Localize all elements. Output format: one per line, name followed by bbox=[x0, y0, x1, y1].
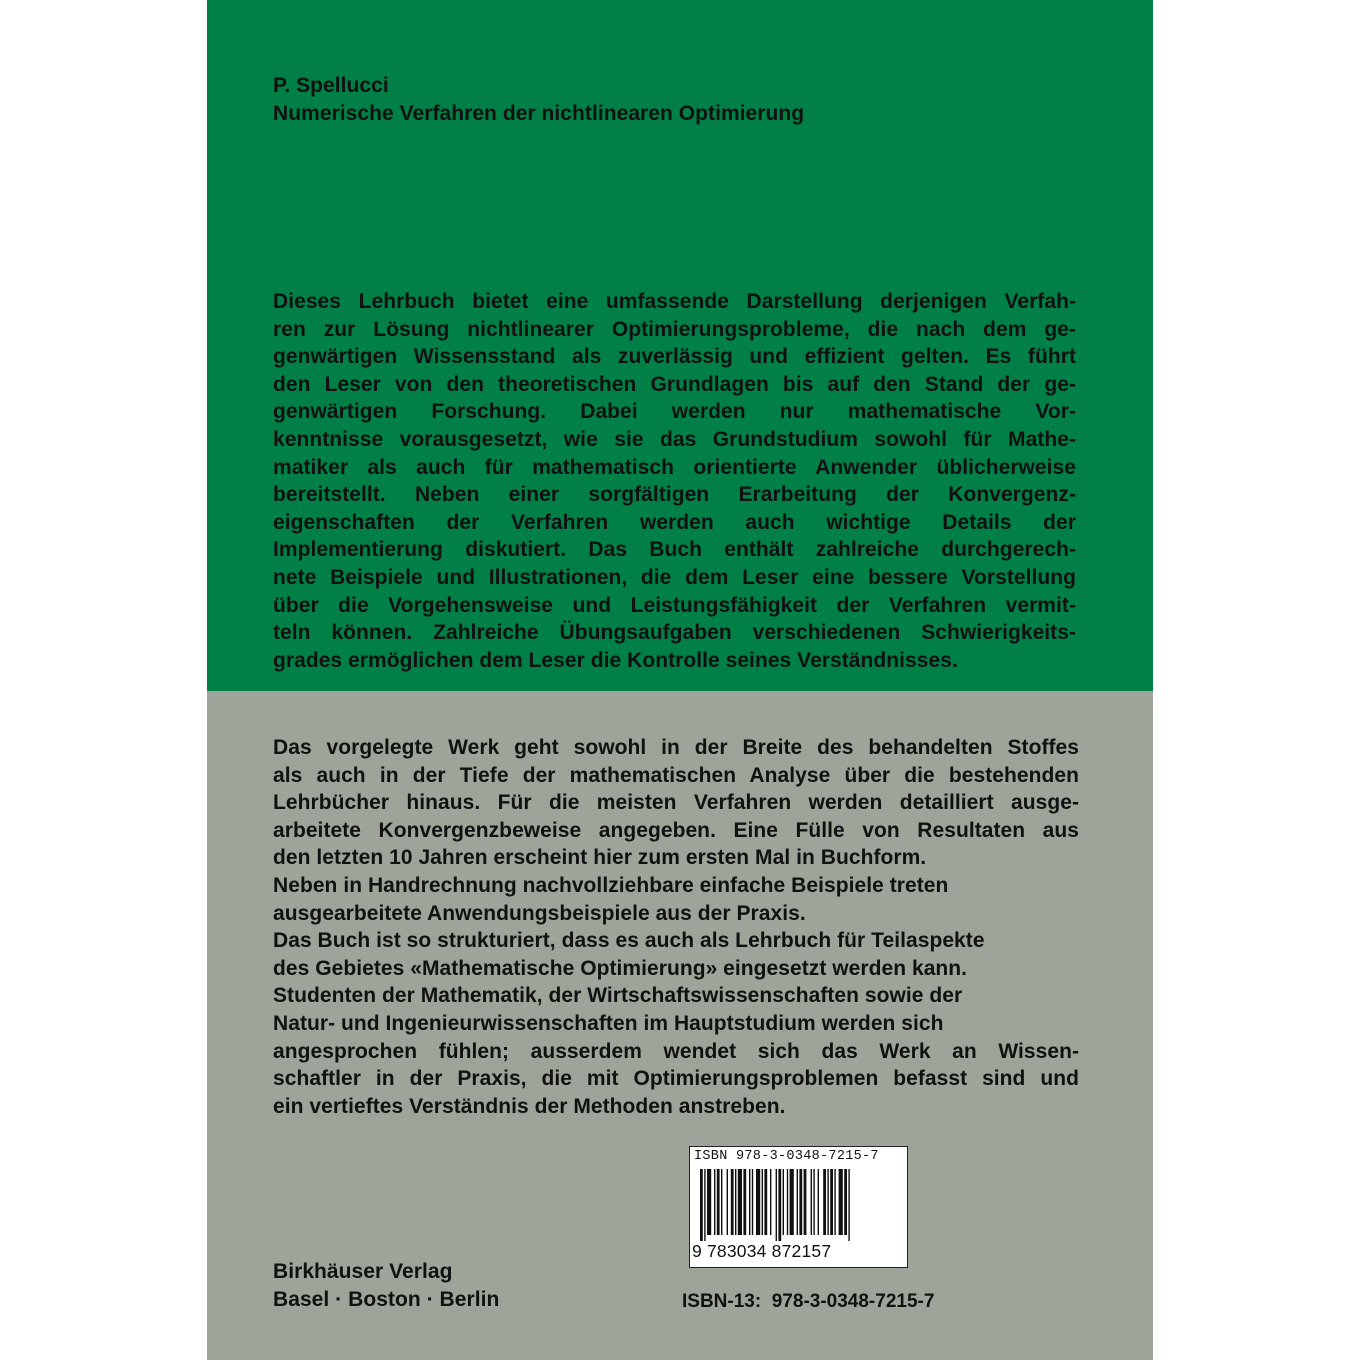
description-line: Das vorgelegte Werk geht sowohl in der Breite des behandelten Stoffes bbox=[273, 736, 1079, 759]
description-line: angesprochen fühlen; ausserdem wendet sich das Werk an Wissen- bbox=[273, 1039, 1079, 1063]
description-line: Studenten der Mathematik, der Wirtschaftswissenschaften sowie der bbox=[273, 984, 963, 1008]
barcode-bar bbox=[818, 1169, 819, 1235]
barcode-bars bbox=[700, 1169, 896, 1241]
book-back-cover bbox=[207, 0, 1153, 1360]
barcode-bar bbox=[731, 1169, 734, 1235]
barcode-bar bbox=[756, 1169, 760, 1235]
barcode-isbn-label: ISBN 978-3-0348-7215-7 bbox=[694, 1149, 879, 1164]
publisher-block bbox=[273, 1258, 499, 1314]
description-line: Neben in Handrechnung nachvollziehbare einfache Beispiele treten bbox=[273, 873, 949, 897]
description-line: schaftler in der Praxis, die mit Optimierungsproblemen befasst sind und bbox=[273, 1067, 1079, 1091]
barcode-bar bbox=[813, 1169, 814, 1235]
blurb-line: eigenschaften der Verfahren werden auch wichtige Details der bbox=[273, 510, 1076, 534]
barcode-bar bbox=[727, 1169, 728, 1235]
description-line: Lehrbücher hinaus. Für die meisten Verfahren werden detailliert ausge- bbox=[273, 791, 1079, 815]
barcode-bar bbox=[704, 1169, 705, 1241]
barcode-bar bbox=[804, 1169, 807, 1235]
barcode-bar bbox=[834, 1169, 835, 1235]
barcode-bar bbox=[799, 1169, 802, 1235]
barcode-bar bbox=[776, 1169, 777, 1241]
description-line: Das Buch ist so strukturiert, dass es auch als Lehrbuch für Teilaspekte bbox=[273, 929, 985, 953]
blurb-line: nete Beispiele und Illustrationen, die dem Leser eine bessere Vorstellung bbox=[273, 565, 1076, 589]
description-line: ausgearbeitete Anwendungsbeispiele aus der Praxis. bbox=[273, 901, 806, 925]
barcode-bar bbox=[797, 1169, 798, 1235]
author-name: P. Spellucci bbox=[273, 74, 389, 97]
blurb-line: Dieses Lehrbuch bietet eine umfassende Darstellung derjenigen Verfah- bbox=[273, 290, 1076, 313]
barcode-bar bbox=[700, 1169, 703, 1241]
blurb-line: matiker als auch für mathematisch orientierte Anwender üblicherweise bbox=[273, 455, 1076, 479]
blurb-paragraph bbox=[273, 288, 1076, 674]
upper-green-panel bbox=[207, 0, 1153, 691]
blurb-line: bereitstellt. Neben einer sorgfältigen Erarbeitung der Konvergenz- bbox=[273, 483, 1076, 507]
barcode-bar bbox=[787, 1169, 788, 1235]
barcode-bar bbox=[823, 1169, 826, 1235]
barcode-number: 9 783034 872157 bbox=[692, 1241, 832, 1261]
barcode-bar bbox=[844, 1169, 847, 1235]
barcode-bar bbox=[764, 1169, 767, 1235]
author-title-block bbox=[273, 72, 804, 128]
barcode-bar bbox=[770, 1169, 771, 1235]
description-line: den letzten 10 Jahren erscheint hier zum ersten Mal in Buchform. bbox=[273, 846, 927, 870]
barcode-bar bbox=[721, 1169, 722, 1235]
barcode-bar bbox=[790, 1169, 794, 1235]
barcode-bar bbox=[848, 1169, 849, 1241]
blurb-line: über die Vorgehensweise und Leistungsfähigkeit der Verfahren vermit- bbox=[273, 593, 1076, 617]
isbn13-label: ISBN-13: 978-3-0348-7215-7 bbox=[682, 1291, 935, 1312]
publisher-name: Birkhäuser Verlag bbox=[273, 1260, 453, 1283]
barcode-bar bbox=[783, 1169, 784, 1235]
description-line: ein vertieftes Verständnis der Methoden anstreben. bbox=[273, 1094, 786, 1118]
barcode-bar bbox=[811, 1169, 812, 1235]
blurb-line: teln können. Zahlreiche Übungsaufgaben verschiedenen Schwierigkeits- bbox=[273, 621, 1076, 645]
barcode-bar bbox=[752, 1169, 753, 1235]
barcode-bar bbox=[778, 1169, 781, 1241]
book-title: Numerische Verfahren der nichtlinearen Optimierung bbox=[273, 102, 805, 125]
blurb-line: ren zur Lösung nichtlinearer Optimierungsprobleme, die nach dem ge- bbox=[273, 317, 1076, 341]
barcode-bar bbox=[738, 1169, 742, 1235]
barcode-bar bbox=[707, 1169, 711, 1235]
barcode-bar bbox=[714, 1169, 715, 1235]
barcode-bar bbox=[830, 1169, 833, 1235]
barcode-bar bbox=[762, 1169, 763, 1235]
barcode-bar bbox=[717, 1169, 720, 1235]
blurb-line: kenntnisse vorausgesetzt, wie sie das Grundstudium sowohl für Mathe- bbox=[273, 427, 1076, 451]
isbn-barcode bbox=[689, 1146, 908, 1268]
barcode-bar bbox=[827, 1169, 828, 1235]
barcode-bar bbox=[749, 1169, 750, 1235]
barcode-bar bbox=[743, 1169, 746, 1235]
blurb-line: grades ermöglichen dem Leser die Kontrolle seines Verständnisses. bbox=[273, 648, 958, 672]
blurb-line: Implementierung diskutiert. Das Buch enthält zahlreiche durchgerech- bbox=[273, 538, 1076, 562]
blurb-line: genwärtigen Forschung. Dabei werden nur mathematische Vor- bbox=[273, 400, 1076, 424]
description-line: arbeitete Konvergenzbeweise angegeben. Eine Fülle von Resultaten aus bbox=[273, 818, 1079, 842]
blurb-line: den Leser von den theoretischen Grundlagen bis auf den Stand der ge- bbox=[273, 372, 1076, 396]
description-line: des Gebietes «Mathematische Optimierung» eingesetzt werden kann. bbox=[273, 956, 968, 980]
description-paragraph bbox=[273, 734, 1079, 1120]
barcode-bar bbox=[839, 1169, 843, 1235]
blurb-line: genwärtigen Wissensstand als zuverlässig und effizient gelten. Es führt bbox=[273, 345, 1076, 369]
barcode-bar bbox=[735, 1169, 736, 1235]
description-line: Natur- und Ingenieurwissenschaften im Hauptstudium werden sich bbox=[273, 1011, 944, 1035]
description-line: als auch in der Tiefe der mathematischen Analyse über die bestehenden bbox=[273, 763, 1079, 787]
publisher-cities: Basel · Boston · Berlin bbox=[273, 1288, 500, 1311]
